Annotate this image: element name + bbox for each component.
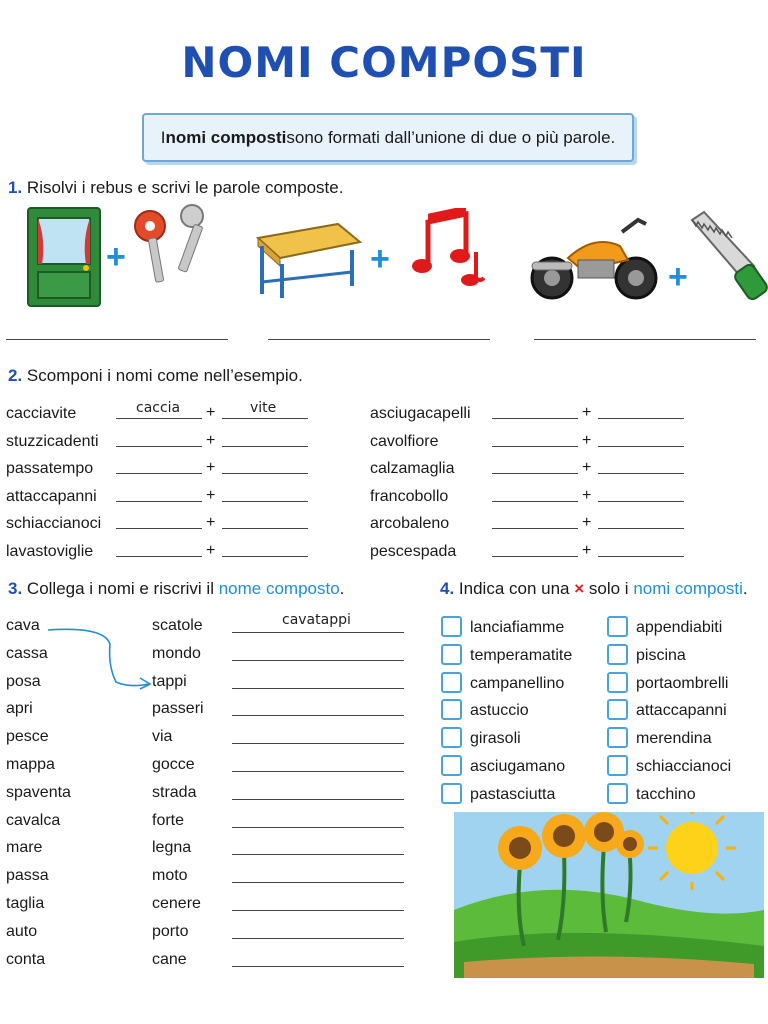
answer-line[interactable]: [116, 446, 202, 447]
decompose-word-right: pescespada: [370, 543, 457, 560]
decompose-word-left: schiaccianoci: [6, 515, 102, 533]
compound-answer-line[interactable]: [232, 715, 404, 716]
decompose-word-left: lavastoviglie: [6, 543, 94, 560]
answer-line[interactable]: [492, 473, 578, 474]
checkbox[interactable]: [607, 727, 628, 748]
checkbox-label: asciugamano: [470, 758, 566, 775]
checkbox-label: tacchino: [636, 785, 696, 803]
sunflowers-illustration: [454, 812, 764, 978]
connect-first-word: conta: [6, 950, 46, 968]
compound-answer-line[interactable]: [232, 743, 404, 744]
answer-line[interactable]: [222, 528, 308, 529]
checkbox[interactable]: [607, 644, 628, 665]
connect-first-word: mappa: [6, 756, 55, 773]
plus-sign-2: +: [370, 240, 390, 278]
decompose-word-left: stuzzicadenti: [6, 432, 99, 450]
section-1-text: Risolvi i rebus e scrivi le parole composte.: [26, 178, 344, 197]
section-4-number: 4.: [440, 579, 455, 598]
connect-first-word: posa: [6, 672, 41, 690]
plus-sign: +: [582, 542, 592, 559]
rebus-answer-line-2[interactable]: [268, 339, 490, 340]
section-2-title: [8, 366, 303, 386]
decompose-word-right: cavolfiore: [370, 432, 439, 450]
section-4-pre: Indica con una: [458, 579, 575, 598]
compound-answer-line[interactable]: [232, 799, 404, 800]
plus-sign: +: [582, 404, 592, 421]
example-answer-first: caccia: [136, 400, 181, 416]
checkbox-label: attaccapanni: [636, 702, 727, 720]
compound-answer-line[interactable]: [232, 882, 404, 883]
plus-sign: +: [582, 431, 592, 449]
answer-line[interactable]: [492, 556, 578, 557]
key-icon: [128, 202, 218, 290]
answer-line[interactable]: [492, 501, 578, 502]
connect-second-word: via: [152, 728, 173, 746]
desk-icon: [252, 220, 364, 300]
connect-first-word: apri: [6, 700, 33, 718]
section-4-title: [440, 579, 748, 599]
connect-first-word: cava: [6, 617, 40, 634]
answer-line[interactable]: [116, 473, 202, 474]
plus-sign-1: +: [106, 238, 126, 276]
connect-first-word: spaventa: [6, 783, 71, 801]
checkbox-label: campanellino: [470, 674, 565, 692]
connect-second-word: moto: [152, 867, 188, 885]
connect-second-word: gocce: [152, 756, 195, 773]
checkbox[interactable]: [607, 699, 628, 720]
answer-line[interactable]: [598, 501, 684, 502]
checkbox-label: appendiabiti: [636, 619, 723, 636]
plus-sign: +: [582, 486, 592, 504]
answer-line[interactable]: [116, 418, 202, 419]
plus-sign-3: +: [668, 258, 688, 296]
compound-answer-line[interactable]: [232, 854, 404, 855]
compound-answer-line[interactable]: [232, 660, 404, 661]
connect-first-word: auto: [6, 922, 38, 940]
saw-icon: [684, 210, 768, 306]
checkbox[interactable]: [607, 783, 628, 804]
connect-second-word: mondo: [152, 644, 201, 662]
decompose-word-right: asciugacapelli: [370, 405, 471, 422]
connect-first-word: mare: [6, 839, 43, 857]
section-4-mid: solo i: [584, 579, 634, 598]
compound-answer-line[interactable]: [232, 910, 404, 911]
compound-answer-line[interactable]: [232, 632, 404, 633]
plus-sign: +: [582, 459, 592, 477]
example-compound: cavatappi: [282, 612, 351, 628]
definition-box: [142, 113, 634, 162]
decompose-word-left: passatempo: [6, 460, 94, 478]
section-3-title: [8, 579, 344, 599]
answer-line[interactable]: [222, 473, 308, 474]
section-3-highlight: nome composto: [218, 579, 340, 598]
page-title: NOMI COMPOSTI: [181, 38, 587, 87]
section-1-number: 1.: [8, 178, 23, 197]
compound-answer-line[interactable]: [232, 938, 404, 939]
section-3-end: .: [339, 579, 345, 598]
checkbox[interactable]: [441, 616, 462, 637]
checkbox[interactable]: [607, 616, 628, 637]
connect-first-word: taglia: [6, 895, 45, 912]
decompose-word-right: francobollo: [370, 487, 449, 505]
music-notes-icon: [408, 208, 490, 290]
rebus-answer-line-1[interactable]: [6, 339, 228, 340]
section-3-number: 3.: [8, 579, 23, 598]
door-icon: [24, 206, 104, 310]
rebus-answer-line-3[interactable]: [534, 339, 756, 340]
compound-answer-line[interactable]: [232, 966, 404, 967]
decompose-word-right: arcobaleno: [370, 515, 450, 533]
definition-bold: nomi composti: [165, 127, 287, 147]
motorbike-icon: [524, 212, 664, 304]
connect-second-word: scatole: [152, 617, 203, 634]
checkbox[interactable]: [441, 727, 462, 748]
checkbox[interactable]: [607, 672, 628, 693]
section-2-text: Scomponi i nomi come nell’esempio.: [26, 366, 303, 385]
answer-line[interactable]: [492, 418, 578, 419]
connect-second-word: cenere: [152, 895, 201, 912]
connect-second-word: passeri: [152, 700, 204, 718]
checkbox-label: piscina: [636, 646, 686, 664]
answer-line[interactable]: [598, 528, 684, 529]
checkbox-label: girasoli: [470, 730, 521, 748]
checkbox[interactable]: [441, 783, 462, 804]
connect-second-word: tappi: [152, 672, 187, 690]
checkbox-label: schiaccianoci: [636, 758, 732, 775]
connect-second-word: legna: [152, 839, 192, 857]
definition-pre: I: [160, 127, 166, 147]
connect-second-word: forte: [152, 811, 185, 829]
checkbox-label: merendina: [636, 730, 712, 748]
connect-second-word: strada: [152, 783, 197, 801]
plus-sign: +: [582, 514, 592, 532]
decompose-word-left: cacciavite: [6, 405, 77, 422]
section-2-number: 2.: [8, 366, 23, 385]
checkbox-label: astuccio: [470, 702, 529, 720]
answer-line[interactable]: [116, 501, 202, 502]
plus-sign: +: [206, 486, 216, 504]
answer-line[interactable]: [222, 446, 308, 447]
section-4-highlight: nomi composti: [633, 579, 743, 598]
answer-line[interactable]: [222, 556, 308, 557]
section-1-title: [8, 178, 343, 198]
connect-first-word: pesce: [6, 728, 49, 746]
answer-line[interactable]: [116, 556, 202, 557]
connect-first-word: cavalca: [6, 811, 61, 829]
plus-sign: +: [206, 404, 216, 421]
checkbox-label: pastasciutta: [470, 785, 556, 803]
checkbox[interactable]: [441, 644, 462, 665]
connect-second-word: cane: [152, 950, 187, 968]
connect-arrow: [44, 622, 164, 694]
compound-answer-line[interactable]: [232, 688, 404, 689]
decompose-word-left: attaccapanni: [6, 487, 97, 505]
example-answer-second: vite: [250, 400, 277, 416]
answer-line[interactable]: [222, 501, 308, 502]
compound-answer-line[interactable]: [232, 827, 404, 828]
compound-answer-line[interactable]: [232, 771, 404, 772]
checkbox[interactable]: [441, 755, 462, 776]
answer-line[interactable]: [598, 556, 684, 557]
plus-sign: +: [206, 542, 216, 559]
decompose-word-right: calzamaglia: [370, 460, 455, 478]
answer-line[interactable]: [222, 418, 308, 419]
section-3-text: Collega i nomi e riscrivi il: [26, 579, 219, 598]
section-4-mark: ×: [574, 579, 585, 598]
connect-second-word: porto: [152, 922, 189, 940]
plus-sign: +: [206, 514, 216, 532]
checkbox-label: lanciafiamme: [470, 619, 565, 636]
answer-line[interactable]: [598, 446, 684, 447]
checkbox[interactable]: [441, 672, 462, 693]
answer-line[interactable]: [598, 473, 684, 474]
plus-sign: +: [206, 431, 216, 449]
connect-first-word: cassa: [6, 644, 48, 662]
checkbox[interactable]: [441, 699, 462, 720]
answer-line[interactable]: [492, 528, 578, 529]
section-4-end: .: [742, 579, 748, 598]
answer-line[interactable]: [598, 418, 684, 419]
definition-post: sono formati dall’unione di due o più parole.: [286, 127, 616, 147]
checkbox-label: portaombrelli: [636, 674, 729, 692]
connect-first-word: passa: [6, 867, 49, 885]
checkbox[interactable]: [607, 755, 628, 776]
answer-line[interactable]: [116, 528, 202, 529]
answer-line[interactable]: [492, 446, 578, 447]
checkbox-label: temperamatite: [470, 646, 573, 664]
plus-sign: +: [206, 459, 216, 477]
